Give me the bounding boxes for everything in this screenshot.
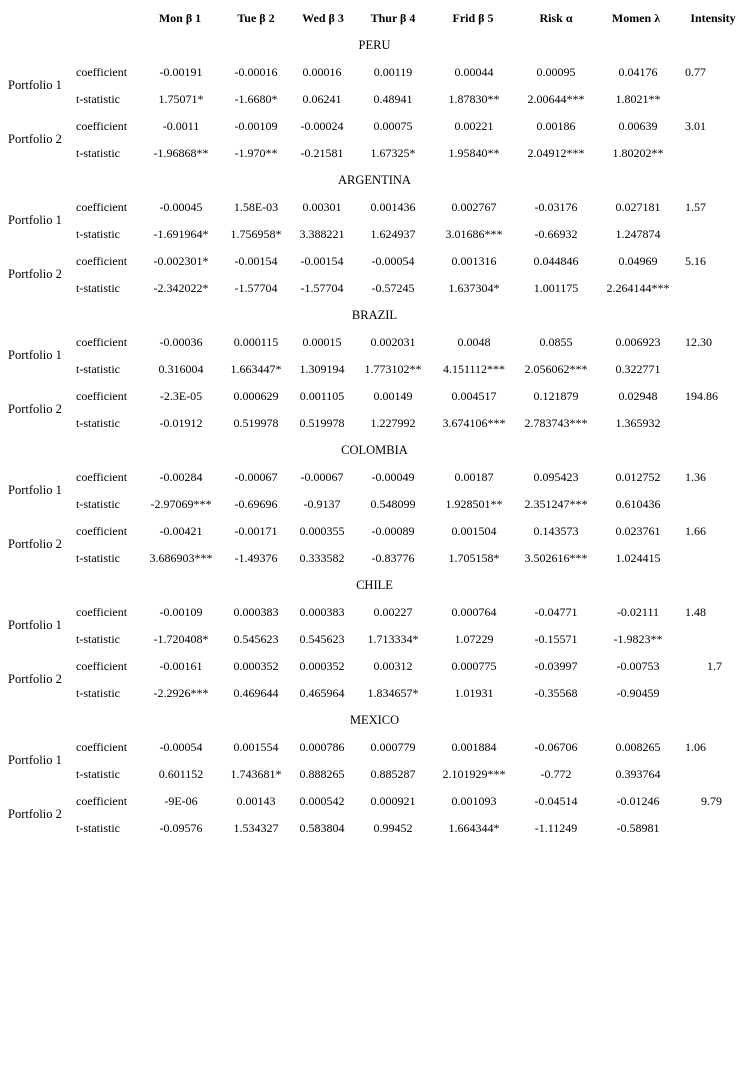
table-cell: -0.03176 (534, 200, 578, 214)
table-cell: 1.713334* (367, 632, 419, 646)
table-cell: 3.01686*** (445, 227, 503, 241)
table-cell: 1.06 (685, 740, 706, 754)
table-cell: 12.30 (685, 335, 712, 349)
country-heading: MEXICO (349, 713, 400, 727)
table-cell (685, 497, 745, 513)
table-cell: -0.00067 (234, 470, 278, 484)
portfolio-label: Portfolio 1 (8, 483, 62, 497)
portfolio-label: Portfolio 1 (8, 78, 62, 92)
table-cell: 0.322771 (615, 362, 661, 376)
table-cell: 1.637304* (448, 281, 500, 295)
table-cell (685, 416, 745, 432)
table-cell: 0.885287 (370, 767, 416, 781)
column-header: Tue β 2 (237, 11, 275, 25)
table-cell: 1.705158* (448, 551, 500, 565)
table-cell: -0.772 (540, 767, 572, 781)
table-cell: 0.000786 (299, 740, 345, 754)
table-cell: -0.57245 (371, 281, 415, 295)
table-cell: 1.247874 (615, 227, 661, 241)
column-header: Momen λ (611, 11, 661, 25)
table-cell: 1.01931 (454, 686, 494, 700)
table-cell: 0.004517 (451, 389, 497, 403)
table-cell: -0.00045 (159, 200, 203, 214)
table-cell: 0.00187 (454, 470, 494, 484)
table-cell: -1.970** (234, 146, 278, 160)
table-cell: 2.101929*** (442, 767, 506, 781)
table-cell: 0.888265 (299, 767, 345, 781)
table-cell: 0.393764 (615, 767, 661, 781)
table-cell: -0.21581 (300, 146, 344, 160)
table-cell: 1.024415 (615, 551, 661, 565)
table-cell: -0.00016 (234, 65, 278, 79)
row-label: t-statistic (76, 551, 120, 565)
row-label: t-statistic (76, 497, 120, 511)
table-cell: 1.87830** (448, 92, 500, 106)
row-label: coefficient (76, 794, 128, 808)
column-header: Intensity (690, 11, 736, 25)
row-label: coefficient (76, 605, 128, 619)
portfolio-label: Portfolio 2 (8, 132, 62, 146)
table-cell (685, 686, 745, 702)
table-cell: 1.773102** (364, 362, 422, 376)
table-cell (685, 92, 745, 108)
table-cell: 0.001093 (451, 794, 497, 808)
row-label: coefficient (76, 389, 128, 403)
table-cell: 1.834657* (367, 686, 419, 700)
table-cell: 0.04176 (618, 65, 658, 79)
table-cell: 0.610436 (615, 497, 661, 511)
row-label: t-statistic (76, 227, 120, 241)
table-cell: -0.0011 (162, 119, 200, 133)
table-cell: -1.9823** (613, 632, 663, 646)
table-cell: 0.00149 (373, 389, 413, 403)
table-cell: 2.351247*** (524, 497, 588, 511)
table-cell: 0.545623 (233, 632, 279, 646)
table-cell: 0.0855 (539, 335, 573, 349)
table-cell: 1.534327 (233, 821, 279, 835)
table-cell: 3.686903*** (149, 551, 213, 565)
row-label: coefficient (76, 659, 128, 673)
row-label: t-statistic (76, 767, 120, 781)
table-cell: 9.79 (701, 794, 722, 808)
table-cell: 0.000775 (451, 659, 497, 673)
table-cell: -1.96868** (153, 146, 209, 160)
table-cell: -9E-06 (164, 794, 198, 808)
table-cell: 0.002767 (451, 200, 497, 214)
country-heading: PERU (358, 38, 391, 52)
table-cell: 3.674106*** (442, 416, 506, 430)
portfolio-label: Portfolio 1 (8, 753, 62, 767)
table-cell: 0.008265 (615, 740, 661, 754)
portfolio-label: Portfolio 1 (8, 618, 62, 632)
table-cell: -1.720408* (153, 632, 209, 646)
portfolio-label: Portfolio 2 (8, 807, 62, 821)
row-label: coefficient (76, 119, 128, 133)
table-cell: 0.00015 (302, 335, 342, 349)
row-label: coefficient (76, 335, 128, 349)
row-label: t-statistic (76, 632, 120, 646)
table-cell: 0.027181 (615, 200, 661, 214)
table-cell: 0.095423 (533, 470, 579, 484)
table-cell: 0.002031 (370, 335, 416, 349)
table-cell: -0.02111 (616, 605, 660, 619)
table-cell: -0.69696 (234, 497, 278, 511)
table-cell: 0.469644 (233, 686, 279, 700)
table-cell: -0.04514 (534, 794, 578, 808)
table-cell: 1.75071* (158, 92, 204, 106)
table-cell: 0.316004 (158, 362, 204, 376)
row-label: coefficient (76, 524, 128, 538)
table-cell: 5.16 (685, 254, 706, 268)
table-cell: 3.502616*** (524, 551, 588, 565)
table-cell: 0.00301 (302, 200, 342, 214)
table-cell: -0.00109 (159, 605, 203, 619)
table-cell: 0.000921 (370, 794, 416, 808)
row-label: t-statistic (76, 686, 120, 700)
table-cell: 4.151112*** (442, 362, 506, 376)
table-cell: 1.7 (707, 659, 722, 673)
table-cell: -1.49376 (234, 551, 278, 565)
portfolio-label: Portfolio 2 (8, 672, 62, 686)
table-cell: 0.545623 (299, 632, 345, 646)
table-cell: 0.48941 (373, 92, 413, 106)
table-cell (685, 227, 745, 243)
table-cell: 1.743681* (230, 767, 282, 781)
table-cell: -0.58981 (616, 821, 660, 835)
table-cell: -1.57704 (300, 281, 344, 295)
table-cell: -2.97069*** (150, 497, 212, 511)
table-cell: 0.121879 (533, 389, 579, 403)
table-cell: 0.519978 (299, 416, 345, 430)
country-heading: CHILE (356, 578, 393, 592)
table-cell (685, 821, 745, 837)
table-cell (685, 551, 745, 567)
table-cell: 1.365932 (615, 416, 661, 430)
table-cell: -0.15571 (534, 632, 578, 646)
table-cell: 0.00075 (373, 119, 413, 133)
table-cell: -0.01912 (159, 416, 203, 430)
table-cell: 0.548099 (370, 497, 416, 511)
row-label: t-statistic (76, 92, 120, 106)
table-cell: 2.00644*** (527, 92, 585, 106)
table-cell: 0.000779 (370, 740, 416, 754)
table-cell: 1.8021** (615, 92, 661, 106)
country-heading: ARGENTINA (338, 173, 411, 187)
table-cell: 1.756958* (230, 227, 282, 241)
table-cell: 0.00221 (454, 119, 494, 133)
table-cell: 0.001554 (233, 740, 279, 754)
table-cell: 0.044846 (533, 254, 579, 268)
table-cell: 2.056062*** (524, 362, 588, 376)
table-cell: -0.04771 (534, 605, 578, 619)
table-cell: -0.03997 (534, 659, 578, 673)
table-cell: 0.001316 (451, 254, 497, 268)
table-cell (685, 362, 745, 378)
table-cell: 0.00016 (302, 65, 342, 79)
table-cell: 0.001436 (370, 200, 416, 214)
table-cell: -0.00067 (300, 470, 344, 484)
table-cell: 1.07229 (454, 632, 494, 646)
table-cell: 0.000542 (299, 794, 345, 808)
row-label: coefficient (76, 200, 128, 214)
table-cell: 1.58E-03 (233, 200, 279, 214)
table-cell: 0.023761 (615, 524, 661, 538)
table-cell: 0.000629 (233, 389, 279, 403)
row-label: t-statistic (76, 821, 120, 835)
row-label: coefficient (76, 254, 128, 268)
table-cell: 0.000352 (233, 659, 279, 673)
table-cell: 0.000764 (451, 605, 497, 619)
row-label: t-statistic (76, 362, 120, 376)
table-cell: 0.00227 (373, 605, 413, 619)
table-cell: 1.663447* (230, 362, 282, 376)
table-cell: 0.000352 (299, 659, 345, 673)
table-cell: -0.00161 (159, 659, 203, 673)
table-cell: -0.00089 (371, 524, 415, 538)
table-cell: 0.333582 (299, 551, 345, 565)
table-cell (685, 281, 745, 297)
table-cell: 1.80202** (612, 146, 664, 160)
row-label: t-statistic (76, 281, 120, 295)
table-cell: -1.6680* (234, 92, 278, 106)
country-heading: COLOMBIA (341, 443, 408, 457)
table-cell: -0.00154 (300, 254, 344, 268)
column-header: Thur β 4 (370, 11, 416, 25)
table-cell: 1.227992 (370, 416, 416, 430)
table-cell: 0.006923 (615, 335, 661, 349)
table-cell: 0.02948 (618, 389, 658, 403)
table-cell: -0.00024 (300, 119, 344, 133)
table-cell: -1.57704 (234, 281, 278, 295)
row-label: coefficient (76, 740, 128, 754)
table-cell: -0.00054 (371, 254, 415, 268)
table-cell: 0.04969 (618, 254, 658, 268)
table-cell: 0.77 (685, 65, 706, 79)
table-cell: 0.001504 (451, 524, 497, 538)
table-cell: -0.90459 (616, 686, 660, 700)
table-cell: -0.00171 (234, 524, 278, 538)
table-cell: 0.99452 (373, 821, 413, 835)
table-cell: 0.00186 (536, 119, 576, 133)
table-cell: -0.09576 (159, 821, 203, 835)
country-heading: BRAZIL (351, 308, 398, 322)
table-cell: -2.342022* (153, 281, 209, 295)
table-cell: -1.691964* (153, 227, 209, 241)
table-cell: 0.001884 (451, 740, 497, 754)
table-cell: -0.00054 (159, 740, 203, 754)
table-cell: 2.783743*** (524, 416, 588, 430)
table-cell: 3.388221 (299, 227, 345, 241)
table-cell: 0.00044 (454, 65, 494, 79)
table-cell: 0.000355 (299, 524, 345, 538)
table-cell: -2.2926*** (153, 686, 209, 700)
table-cell: -0.00109 (234, 119, 278, 133)
row-label: coefficient (76, 65, 128, 79)
table-cell: 1.928501** (445, 497, 503, 511)
table-cell: -0.00753 (616, 659, 660, 673)
portfolio-label: Portfolio 2 (8, 402, 62, 416)
table-cell: -0.06706 (534, 740, 578, 754)
table-cell: -0.00191 (159, 65, 203, 79)
table-cell: -0.01246 (616, 794, 660, 808)
portfolio-label: Portfolio 2 (8, 267, 62, 281)
table-cell: 0.519978 (233, 416, 279, 430)
table-cell: 1.001175 (533, 281, 579, 295)
portfolio-label: Portfolio 2 (8, 537, 62, 551)
table-cell: 0.00312 (373, 659, 413, 673)
table-cell: 3.01 (685, 119, 706, 133)
column-header: Mon β 1 (158, 11, 202, 25)
table-cell: 0.000383 (233, 605, 279, 619)
table-cell: -1.11249 (534, 821, 578, 835)
table-cell: 1.309194 (299, 362, 345, 376)
table-cell (685, 767, 745, 783)
column-header: Frid β 5 (452, 11, 494, 25)
table-cell (685, 632, 745, 648)
row-label: coefficient (76, 470, 128, 484)
table-cell: 1.95840** (448, 146, 500, 160)
column-header: Risk α (539, 11, 573, 25)
column-header: Wed β 3 (302, 11, 344, 25)
table-cell: 0.000115 (233, 335, 279, 349)
table-cell: -0.00284 (159, 470, 203, 484)
table-cell: 1.57 (685, 200, 706, 214)
table-cell: 0.00639 (618, 119, 658, 133)
row-label: t-statistic (76, 146, 120, 160)
table-cell: 0.00119 (373, 65, 413, 79)
table-cell: 0.143573 (533, 524, 579, 538)
table-cell: 1.664344* (448, 821, 500, 835)
table-cell: -0.83776 (371, 551, 415, 565)
table-cell: 0.06241 (302, 92, 342, 106)
table-cell: 0.465964 (299, 686, 345, 700)
table-cell: 194.86 (685, 389, 718, 403)
table-cell: 1.67325* (370, 146, 416, 160)
portfolio-label: Portfolio 1 (8, 213, 62, 227)
table-cell: 1.66 (685, 524, 706, 538)
table-cell: 2.04912*** (527, 146, 585, 160)
table-cell: -0.00154 (234, 254, 278, 268)
row-label: t-statistic (76, 416, 120, 430)
table-cell: -0.002301* (153, 254, 209, 268)
table-cell: 0.001105 (299, 389, 345, 403)
table-cell: 0.012752 (615, 470, 661, 484)
table-cell: -0.66932 (534, 227, 578, 241)
table-cell: 0.00143 (236, 794, 276, 808)
table-cell: 1.36 (685, 470, 706, 484)
table-cell: -0.00036 (159, 335, 203, 349)
table-cell: 0.583804 (299, 821, 345, 835)
table-cell: 0.601152 (158, 767, 204, 781)
table-cell: -0.35568 (534, 686, 578, 700)
table-cell: 2.264144*** (606, 281, 670, 295)
table-cell: -2.3E-05 (159, 389, 203, 403)
table-cell: 0.0048 (457, 335, 491, 349)
portfolio-label: Portfolio 1 (8, 348, 62, 362)
table-cell: 0.000383 (299, 605, 345, 619)
table-cell: -0.00421 (159, 524, 203, 538)
table-cell: 0.00095 (536, 65, 576, 79)
table-cell: 1.48 (685, 605, 706, 619)
table-cell: -0.9137 (303, 497, 341, 511)
table-cell (685, 146, 745, 162)
table-cell: -0.00049 (371, 470, 415, 484)
table-cell: 1.624937 (370, 227, 416, 241)
